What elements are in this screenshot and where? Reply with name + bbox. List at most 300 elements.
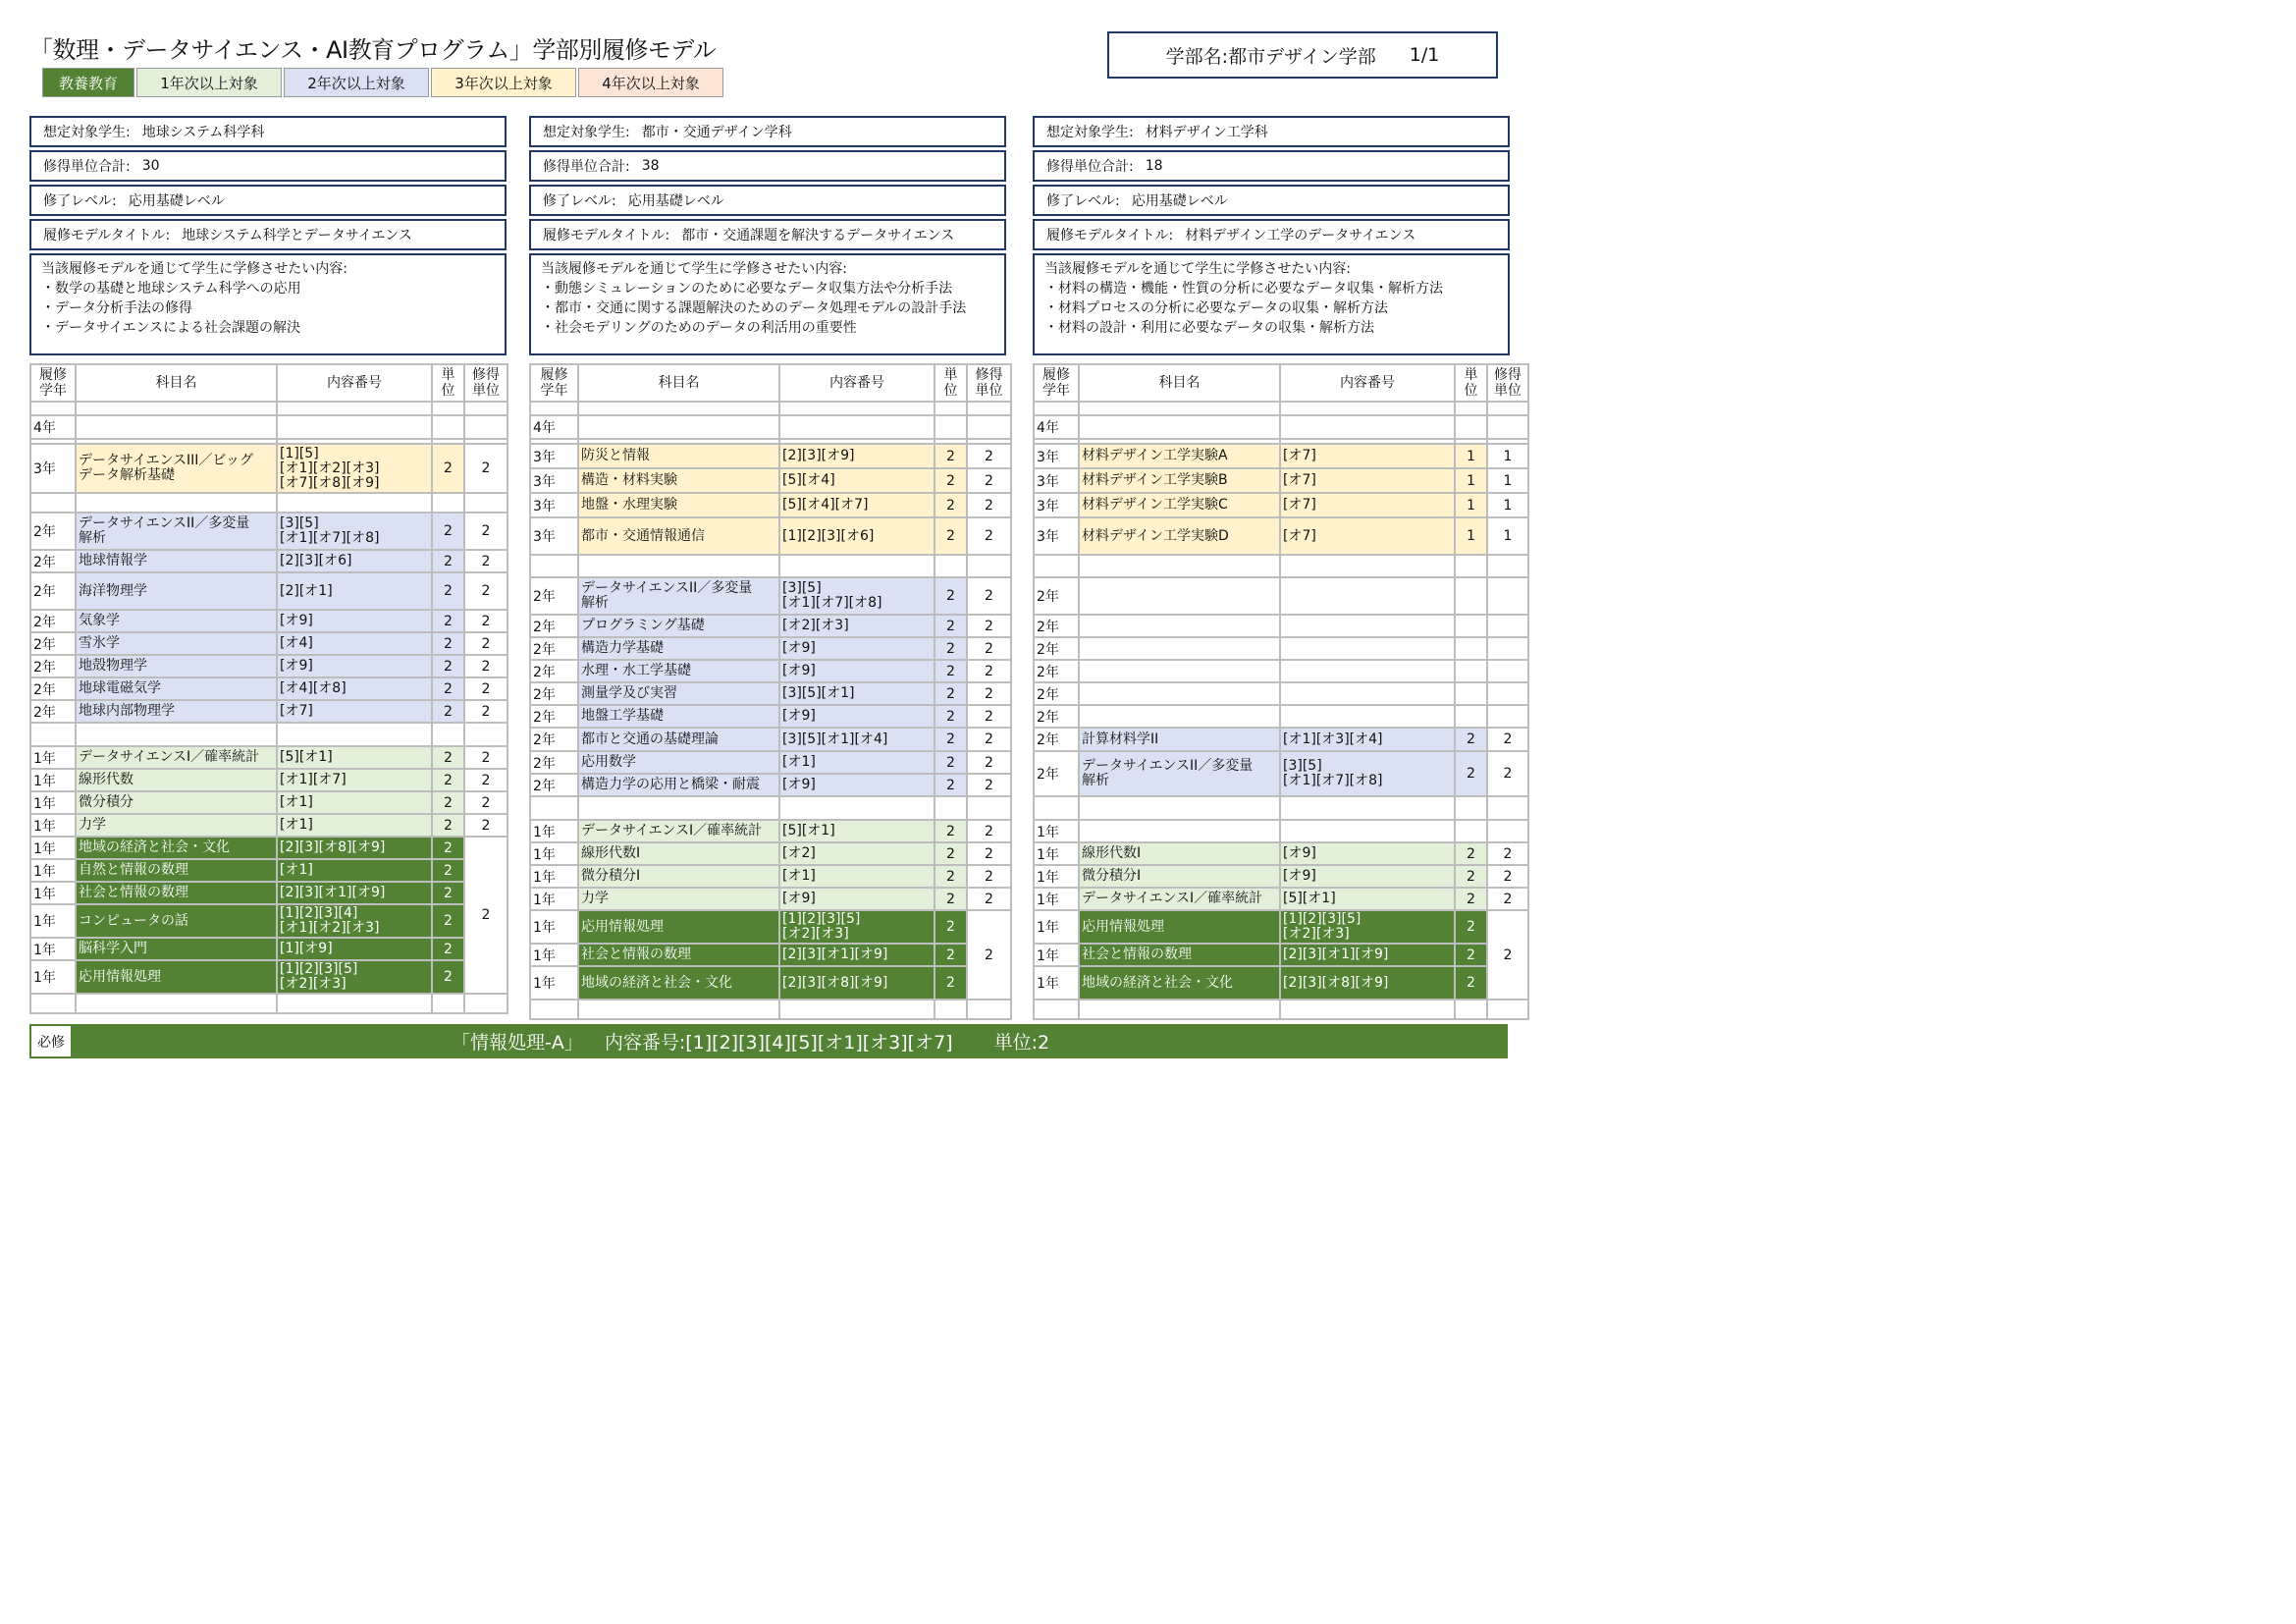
course-name — [578, 415, 779, 439]
content-heading: 当該履修モデルを通じて学生に学修させたい内容: — [1044, 261, 1352, 277]
content-code: [2][オ1] — [277, 572, 432, 610]
earned-units-cell: 2 — [967, 444, 1011, 468]
year-cell — [530, 402, 578, 415]
table-row — [530, 966, 1011, 1000]
content-code: [2][3][オ1][オ9] — [1280, 944, 1455, 966]
unit-cell: 2 — [1455, 751, 1487, 796]
earned-units-cell — [464, 723, 507, 746]
table-row — [30, 723, 507, 746]
header-unit: 単 位 — [432, 364, 464, 402]
unit-cell: 2 — [432, 746, 464, 769]
content-code: [オ7] — [277, 700, 432, 723]
course-name: データサイエンスII／多変量 解析 — [578, 577, 779, 615]
earned-units-cell: 2 — [464, 610, 507, 632]
table-row — [30, 938, 507, 960]
unit-cell: 2 — [934, 444, 967, 468]
unit-cell: 2 — [1455, 910, 1487, 944]
course-name — [1079, 402, 1280, 415]
year-cell: 2年 — [1034, 751, 1079, 796]
unit-cell: 2 — [934, 468, 967, 493]
table-row — [530, 910, 1011, 944]
unit-cell: 2 — [432, 610, 464, 632]
earned-units-cell — [1487, 637, 1528, 660]
course-name: 都市と交通の基礎理論 — [578, 728, 779, 751]
course-name — [1079, 682, 1280, 705]
table-row — [530, 1000, 1011, 1019]
model-title-label: 履修モデルタイトル: — [43, 228, 171, 244]
content-code: [オ1][オ7] — [277, 769, 432, 791]
course-name: データサイエンスI／確率統計 — [76, 746, 277, 769]
unit-cell: 1 — [1455, 493, 1487, 517]
course-name — [1079, 615, 1280, 637]
content-code — [1280, 820, 1455, 842]
unit-cell: 2 — [432, 938, 464, 960]
unit-cell — [1455, 577, 1487, 615]
target-label: 想定対象学生: — [543, 125, 630, 140]
year-cell: 2年 — [530, 637, 578, 660]
earned-units-cell — [464, 402, 507, 415]
course-name: 力学 — [76, 814, 277, 837]
header-unit: 単 位 — [934, 364, 967, 402]
content-code: [2][3][オ8][オ9] — [1280, 966, 1455, 1000]
unit-cell: 2 — [934, 910, 967, 944]
course-name — [1079, 796, 1280, 820]
table-row — [530, 728, 1011, 751]
earned-units-cell: 2 — [967, 728, 1011, 751]
course-name — [76, 994, 277, 1013]
year-cell: 2年 — [530, 577, 578, 615]
content-code: [オ9] — [779, 660, 934, 682]
credits-label: 修得単位合計: — [43, 159, 131, 175]
table-row — [530, 444, 1011, 468]
learning-content-box — [29, 253, 507, 355]
year-cell: 3年 — [30, 444, 76, 493]
table-row — [30, 859, 507, 882]
unit-cell: 2 — [1455, 728, 1487, 751]
content-code: [5][オ4] — [779, 468, 934, 493]
unit-cell: 2 — [432, 655, 464, 677]
earned-units-cell: 2 — [464, 572, 507, 610]
year-cell: 3年 — [530, 493, 578, 517]
table-row — [530, 555, 1011, 577]
course-table-geo — [29, 363, 508, 1014]
target-value: 都市・交通デザイン学科 — [641, 125, 792, 140]
earned-units-cell: 2 — [967, 774, 1011, 796]
table-row — [30, 769, 507, 791]
year-cell: 1年 — [30, 769, 76, 791]
year-cell: 3年 — [1034, 468, 1079, 493]
year-cell: 1年 — [530, 910, 578, 944]
course-name: 計算材料学II — [1079, 728, 1280, 751]
course-name — [1079, 1000, 1280, 1019]
content-code — [1280, 796, 1455, 820]
earned-units-cell: 2 — [464, 444, 507, 493]
unit-cell: 2 — [934, 842, 967, 865]
required-course-codes: 内容番号:[1][2][3][4][5][オ1][オ3][オ7] — [604, 1032, 953, 1054]
year-cell: 2年 — [530, 615, 578, 637]
unit-cell: 2 — [934, 966, 967, 1000]
year-cell: 2年 — [30, 513, 76, 550]
year-cell: 1年 — [30, 859, 76, 882]
unit-cell: 2 — [1455, 966, 1487, 1000]
year-cell: 1年 — [30, 882, 76, 904]
unit-cell: 2 — [934, 615, 967, 637]
earned-units-cell: 1 — [1487, 444, 1528, 468]
year-cell: 1年 — [1034, 842, 1079, 865]
unit-cell: 2 — [934, 774, 967, 796]
course-name — [578, 555, 779, 577]
course-name: 地球内部物理学 — [76, 700, 277, 723]
header-earned-units: 修得 単位 — [464, 364, 507, 402]
earned-units-cell: 2 — [464, 746, 507, 769]
model-column-geo — [29, 116, 507, 355]
unit-cell — [934, 796, 967, 820]
course-name: 社会と情報の数理 — [1079, 944, 1280, 966]
content-code: [オ1][オ3][オ4] — [1280, 728, 1455, 751]
earned-units-cell — [967, 796, 1011, 820]
course-name — [578, 1000, 779, 1019]
table-row — [1034, 637, 1528, 660]
content-code: [オ7] — [1280, 444, 1455, 468]
course-name: 微分積分I — [578, 865, 779, 888]
course-table-urban — [529, 363, 1012, 1020]
content-code: [1][2][3][4] [オ1][オ2][オ3] — [277, 904, 432, 938]
course-name — [1079, 577, 1280, 615]
course-name: 微分積分 — [76, 791, 277, 814]
level-label: 修了レベル: — [543, 193, 616, 209]
course-name: 社会と情報の数理 — [578, 944, 779, 966]
earned-units-cell: 2 — [967, 493, 1011, 517]
target-students-box — [1033, 116, 1510, 147]
year-cell: 3年 — [530, 444, 578, 468]
year-cell: 2年 — [530, 682, 578, 705]
course-name: 線形代数 — [76, 769, 277, 791]
table-row — [1034, 577, 1528, 615]
content-heading: 当該履修モデルを通じて学生に学修させたい内容: — [541, 261, 848, 277]
content-code — [779, 402, 934, 415]
unit-cell: 2 — [934, 888, 967, 910]
year-cell: 1年 — [30, 814, 76, 837]
header-content-code: 内容番号 — [1280, 364, 1455, 402]
content-code: [5][オ1] — [1280, 888, 1455, 910]
table-row — [1034, 751, 1528, 796]
content-code — [1280, 402, 1455, 415]
content-code: [1][2][3][5] [オ2][オ3] — [1280, 910, 1455, 944]
unit-cell — [934, 1000, 967, 1019]
model-title-box — [529, 219, 1006, 250]
legend-year3: 3年次以上対象 — [431, 68, 576, 97]
target-label: 想定対象学生: — [43, 125, 131, 140]
course-name: 地盤・水理実験 — [578, 493, 779, 517]
content-code — [1280, 1000, 1455, 1019]
content-code: [2][3][オ1][オ9] — [277, 882, 432, 904]
page-number: 1/1 — [1409, 44, 1440, 66]
table-row — [30, 960, 507, 994]
content-code: [3][5] [オ1][オ7][オ8] — [779, 577, 934, 615]
level-box — [29, 185, 507, 216]
content-code: [2][3][オ8][オ9] — [779, 966, 934, 1000]
unit-cell — [1455, 402, 1487, 415]
unit-cell: 1 — [1455, 468, 1487, 493]
unit-cell: 2 — [1455, 842, 1487, 865]
course-name — [1079, 705, 1280, 728]
year-cell: 2年 — [1034, 682, 1079, 705]
course-name: 材料デザイン工学実験C — [1079, 493, 1280, 517]
content-code — [1280, 705, 1455, 728]
earned-units-cell — [1487, 682, 1528, 705]
unit-cell: 2 — [934, 577, 967, 615]
content-code: [オ1] — [277, 791, 432, 814]
unit-cell: 2 — [934, 751, 967, 774]
year-cell: 2年 — [530, 728, 578, 751]
model-title-value: 都市・交通課題を解決するデータサイエンス — [681, 228, 955, 244]
content-code: [オ1] — [277, 814, 432, 837]
learning-content-box — [529, 253, 1006, 355]
table-row — [1034, 402, 1528, 415]
year-cell: 1年 — [30, 960, 76, 994]
table-row — [530, 796, 1011, 820]
content-item: ・材料プロセスの分析に必要なデータの収集・解析方法 — [1044, 300, 1388, 316]
unit-cell — [1455, 660, 1487, 682]
content-code — [779, 1000, 934, 1019]
credits-label: 修得単位合計: — [543, 159, 630, 175]
course-name: 測量学及び実習 — [578, 682, 779, 705]
target-value: 材料デザイン工学科 — [1145, 125, 1268, 140]
required-course-name: 「情報処理-A」 — [452, 1032, 583, 1054]
course-name: 水理・水工学基礎 — [578, 660, 779, 682]
year-cell: 2年 — [530, 774, 578, 796]
table-row — [530, 468, 1011, 493]
course-name: 地域の経済と社会・文化 — [1079, 966, 1280, 1000]
year-cell: 4年 — [1034, 415, 1079, 439]
unit-cell: 2 — [432, 904, 464, 938]
year-cell: 1年 — [530, 966, 578, 1000]
content-code — [779, 555, 934, 577]
content-code — [277, 415, 432, 439]
header-course-name: 科目名 — [76, 364, 277, 402]
credits-value: 30 — [141, 158, 160, 174]
course-name: 都市・交通情報通信 — [578, 517, 779, 555]
required-label: 必修 — [29, 1024, 73, 1058]
table-row — [1034, 493, 1528, 517]
earned-units-cell: 2 — [464, 655, 507, 677]
credits-box — [29, 150, 507, 182]
earned-units-cell: 2 — [464, 814, 507, 837]
content-code: [オ9] — [779, 637, 934, 660]
course-name — [1079, 820, 1280, 842]
course-name: 海洋物理学 — [76, 572, 277, 610]
course-name: 防災と情報 — [578, 444, 779, 468]
year-cell: 1年 — [530, 842, 578, 865]
year-cell: 2年 — [30, 700, 76, 723]
course-name: 地殻物理学 — [76, 655, 277, 677]
level-box — [1033, 185, 1510, 216]
year-cell: 1年 — [530, 820, 578, 842]
course-name — [578, 402, 779, 415]
year-cell — [530, 555, 578, 577]
year-cell: 2年 — [1034, 637, 1079, 660]
table-row — [530, 944, 1011, 966]
unit-cell — [1455, 415, 1487, 439]
earned-units-cell: 1 — [1487, 493, 1528, 517]
course-name — [1079, 637, 1280, 660]
content-code: [2][3][オ9] — [779, 444, 934, 468]
earned-units-cell: 2 — [967, 705, 1011, 728]
header-course-name: 科目名 — [1079, 364, 1280, 402]
content-code — [1280, 555, 1455, 577]
legend-year4: 4年次以上対象 — [578, 68, 723, 97]
earned-units-cell: 2 — [464, 550, 507, 572]
content-code — [1280, 415, 1455, 439]
target-students-box — [529, 116, 1006, 147]
unit-cell: 2 — [432, 700, 464, 723]
color-legend — [42, 68, 725, 97]
unit-cell — [1455, 796, 1487, 820]
page-title: 「数理・データサイエンス・AI教育プログラム」学部別履修モデル — [29, 36, 717, 64]
content-code: [2][3][オ1][オ9] — [779, 944, 934, 966]
unit-cell: 2 — [432, 859, 464, 882]
content-code — [1280, 577, 1455, 615]
unit-cell: 2 — [1455, 944, 1487, 966]
content-code: [オ9] — [779, 774, 934, 796]
content-code — [779, 796, 934, 820]
earned-units-cell: 2 — [967, 865, 1011, 888]
content-code — [779, 415, 934, 439]
earned-units-cell: 2 — [1487, 728, 1528, 751]
earned-units-cell: 2 — [1487, 888, 1528, 910]
table-row — [530, 577, 1011, 615]
earned-units-cell — [1487, 820, 1528, 842]
header-course-name: 科目名 — [578, 364, 779, 402]
year-cell: 1年 — [30, 746, 76, 769]
unit-cell: 2 — [934, 728, 967, 751]
table-row — [1034, 517, 1528, 555]
content-heading: 当該履修モデルを通じて学生に学修させたい内容: — [41, 261, 348, 277]
earned-units-cell: 2 — [967, 910, 1011, 1000]
table-header-row — [530, 364, 1011, 402]
course-name — [76, 402, 277, 415]
table-row — [30, 677, 507, 700]
earned-units-cell — [967, 415, 1011, 439]
year-cell — [30, 493, 76, 513]
content-code — [1280, 682, 1455, 705]
earned-units-cell — [1487, 555, 1528, 577]
required-course-info — [452, 1024, 1049, 1058]
credits-box — [1033, 150, 1510, 182]
earned-units-cell: 2 — [967, 842, 1011, 865]
header-unit: 単 位 — [1455, 364, 1487, 402]
year-cell: 2年 — [1034, 660, 1079, 682]
target-value: 地球システム科学科 — [141, 125, 265, 140]
course-name: 線形代数I — [578, 842, 779, 865]
course-name: 材料デザイン工学実験B — [1079, 468, 1280, 493]
content-code — [277, 994, 432, 1013]
unit-cell: 1 — [1455, 444, 1487, 468]
unit-cell: 2 — [934, 682, 967, 705]
content-code — [1280, 660, 1455, 682]
header-earned-units: 修得 単位 — [1487, 364, 1528, 402]
course-name: 雪氷学 — [76, 632, 277, 655]
table-row — [1034, 555, 1528, 577]
course-name: データサイエンスIII／ビッグ データ解析基礎 — [76, 444, 277, 493]
unit-cell — [432, 415, 464, 439]
year-cell: 2年 — [1034, 705, 1079, 728]
table-row — [30, 882, 507, 904]
content-code: [2][3][オ6] — [277, 550, 432, 572]
content-item: ・データサイエンスによる社会課題の解決 — [41, 320, 301, 336]
course-name: 応用情報処理 — [76, 960, 277, 994]
table-row — [30, 513, 507, 550]
content-code: [1][5] [オ1][オ2][オ3] [オ7][オ8][オ9] — [277, 444, 432, 493]
course-name: データサイエンスII／多変量 解析 — [76, 513, 277, 550]
course-name: 応用情報処理 — [1079, 910, 1280, 944]
table-row — [1034, 888, 1528, 910]
content-code: [オ9] — [1280, 865, 1455, 888]
table-row — [30, 746, 507, 769]
table-row — [30, 415, 507, 439]
earned-units-cell: 2 — [967, 468, 1011, 493]
year-cell: 1年 — [1034, 820, 1079, 842]
earned-units-cell — [1487, 660, 1528, 682]
header-content-code: 内容番号 — [779, 364, 934, 402]
year-cell — [1034, 1000, 1079, 1019]
table-row — [530, 493, 1011, 517]
table-row — [30, 632, 507, 655]
earned-units-cell: 2 — [464, 632, 507, 655]
year-cell: 3年 — [1034, 444, 1079, 468]
target-students-box — [29, 116, 507, 147]
course-name — [578, 796, 779, 820]
table-row — [530, 705, 1011, 728]
table-row — [1034, 615, 1528, 637]
year-cell — [530, 1000, 578, 1019]
table-row — [1034, 944, 1528, 966]
year-cell: 1年 — [1034, 910, 1079, 944]
level-value: 応用基礎レベル — [627, 193, 724, 209]
year-cell: 4年 — [30, 415, 76, 439]
table-row — [30, 550, 507, 572]
earned-units-cell — [464, 994, 507, 1013]
credits-box — [529, 150, 1006, 182]
earned-units-cell: 2 — [967, 682, 1011, 705]
course-name — [76, 415, 277, 439]
table-row — [30, 994, 507, 1013]
unit-cell: 2 — [934, 865, 967, 888]
earned-units-cell: 2 — [967, 577, 1011, 615]
table-header-row — [30, 364, 507, 402]
table-row — [1034, 910, 1528, 944]
table-row — [1034, 682, 1528, 705]
unit-cell — [1455, 615, 1487, 637]
content-code: [オ7] — [1280, 493, 1455, 517]
unit-cell — [432, 402, 464, 415]
year-cell — [30, 402, 76, 415]
year-cell: 2年 — [1034, 577, 1079, 615]
content-code — [277, 493, 432, 513]
year-cell: 1年 — [30, 791, 76, 814]
earned-units-cell: 2 — [1487, 842, 1528, 865]
table-row — [1034, 1000, 1528, 1019]
year-cell: 2年 — [30, 655, 76, 677]
content-code: [5][オ1] — [277, 746, 432, 769]
year-cell: 1年 — [530, 944, 578, 966]
unit-cell — [934, 555, 967, 577]
earned-units-cell: 2 — [967, 637, 1011, 660]
content-code: [3][5] [オ1][オ7][オ8] — [277, 513, 432, 550]
earned-units-cell: 2 — [967, 615, 1011, 637]
content-code: [1][2][3][5] [オ2][オ3] — [779, 910, 934, 944]
model-title-box — [29, 219, 507, 250]
